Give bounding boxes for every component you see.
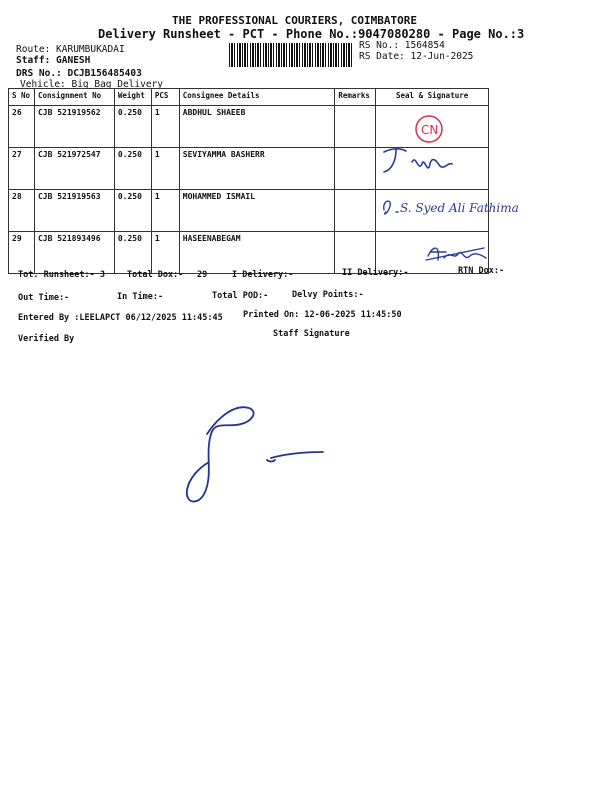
runsheet-subtitle: Delivery Runsheet - PCT - Phone No.:9047080280 - Page No.:3 [98,27,525,41]
rtn-dox: RTN Dox:- [458,266,505,276]
handwritten-name: S. Syed Ali Fathima [400,201,519,215]
signature-row28 [378,188,538,224]
cell-pcs: 1 [151,148,179,190]
column-header: Seal & Signature [376,89,489,106]
entered-by: Entered By :LEELAPCT 06/12/2025 11:45:45 [18,313,223,323]
vehicle-label: Vehicle: Big Bag Delivery [20,79,163,90]
total-dox: Total Dox:- [127,270,184,280]
tot-runsheet: Tot. Runsheet:- 3 [18,270,105,280]
rs-number: RS No.: 1564854 [359,40,445,51]
i-delivery: I Delivery:- [232,270,294,280]
drs-number: DRS No.: DCJB156485403 [16,68,142,79]
cell-consignment: CJB 521972547 [34,148,114,190]
cell-pcs: 1 [151,190,179,232]
cell-remarks [335,190,376,232]
cell-remarks [335,106,376,148]
signature-row29 [424,240,494,266]
delvy-points: Delvy Points:- [292,290,364,300]
staff-label: Staff: GANESH [16,55,91,66]
signature-row27 [378,142,468,182]
cell-sno: 27 [9,148,35,190]
staff-signature [175,398,355,510]
total-dox-value: 29 [197,270,208,280]
table-row [9,232,489,274]
cell-consignee: SEVIYAMMA BASHERR [179,148,335,190]
cell-sno: 28 [9,190,35,232]
cell-remarks [335,148,376,190]
cell-weight: 0.250 [114,148,151,190]
cell-sno: 26 [9,106,35,148]
cell-consignee: MOHAMMED ISMAIL [179,190,335,232]
barcode [229,43,353,67]
column-header: Consignee Details [179,89,335,106]
column-header: S No [9,89,35,106]
cell-weight: 0.250 [114,232,151,274]
cell-weight: 0.250 [114,106,151,148]
cell-pcs: 1 [151,232,179,274]
cell-consignment: CJB 521919562 [34,106,114,148]
company-name: THE PROFESSIONAL COURIERS, COIMBATORE [172,14,418,27]
column-header: Consignment No [34,89,114,106]
route-label: Route: KARUMBUKADAI [16,44,125,55]
ii-delivery: II Delivery:- [342,268,409,278]
column-header: Weight [114,89,151,106]
verified-by: Verified By [18,334,75,344]
cell-consignment: CJB 521893496 [34,232,114,274]
total-pod: Total POD:- [212,291,269,301]
column-header: Remarks [335,89,376,106]
rs-date: RS Date: 12-Jun-2025 [359,51,474,62]
in-time: In Time:- [117,292,164,302]
column-header: PCS [151,89,179,106]
stamp-text: CN [421,123,439,137]
cell-weight: 0.250 [114,190,151,232]
cell-sno: 29 [9,232,35,274]
printed-on: Printed On: 12-06-2025 11:45:50 [243,310,402,320]
staff-signature-label: Staff Signature [273,329,350,339]
cell-consignment: CJB 521919563 [34,190,114,232]
out-time: Out Time:- [18,293,70,303]
cell-consignee: ABDHUL SHAEEB [179,106,335,148]
cell-consignee: HASEENABEGAM [179,232,335,274]
table-header-row [9,89,489,106]
cell-pcs: 1 [151,106,179,148]
